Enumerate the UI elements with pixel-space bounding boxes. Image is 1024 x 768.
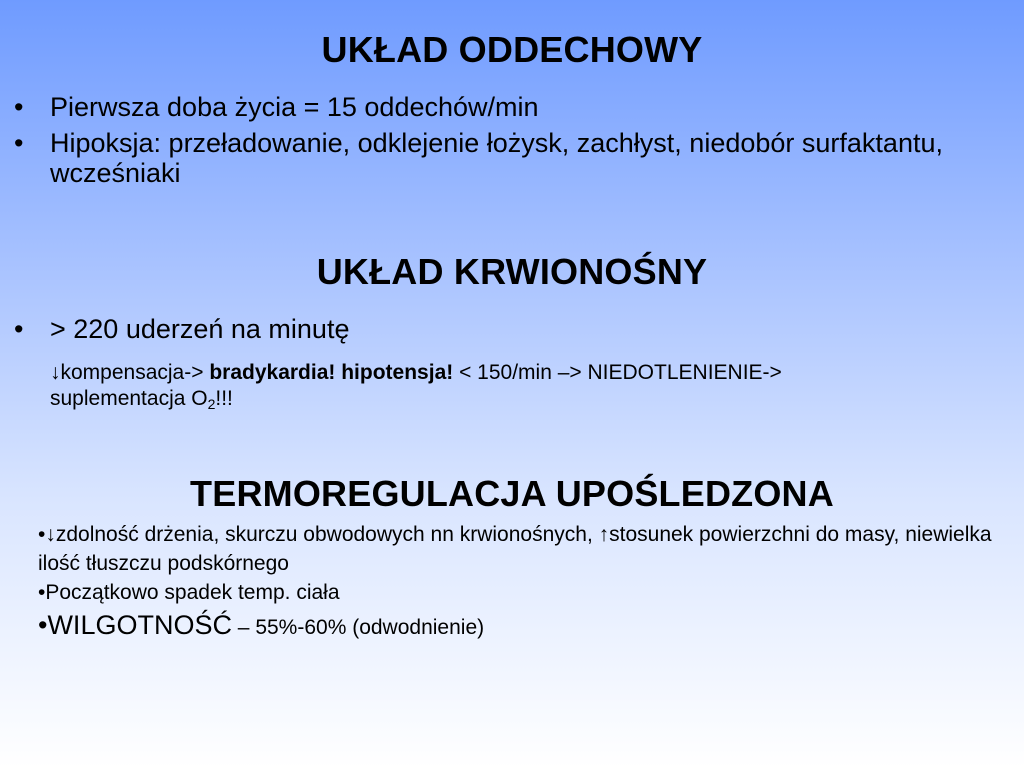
list-item-text: > 220 uderzeń na minutę bbox=[50, 314, 350, 344]
compensation-prefix: ↓kompensacja-> bbox=[50, 361, 210, 384]
list-termoregulacja bbox=[38, 520, 1008, 642]
suplementacja-text: suplementacja O bbox=[50, 387, 208, 410]
heading-termoregulacja: TERMOREGULACJA UPOŚLEDZONA bbox=[190, 473, 834, 514]
heading-uklad-krwionosny: UKŁAD KRWIONOŚNY bbox=[316, 251, 708, 292]
compensation-mid: < 150/min –> NIEDOTLENIENIE-> bbox=[453, 361, 782, 384]
oxygen-subscript: 2 bbox=[207, 396, 216, 412]
bullet-dot: • bbox=[14, 128, 24, 158]
wilgotnosc-value: – 55%-60% (odwodnienie) bbox=[231, 616, 485, 639]
list-item bbox=[14, 128, 1004, 188]
list-oddechowy bbox=[14, 92, 1004, 194]
bradykardia-label: bradykardia! bbox=[209, 361, 336, 384]
compensation-note bbox=[50, 360, 990, 412]
list-item bbox=[14, 92, 1004, 122]
heading-uklad-oddechowy: UKŁAD ODDECHOWY bbox=[321, 29, 703, 70]
list-item-text: Hipoksja: przeładowanie, odklejenie łożysk, zachłyst, niedobór surfaktantu, wcześniaki bbox=[50, 128, 943, 188]
list-item bbox=[38, 611, 1008, 642]
bullet-dot: • bbox=[14, 92, 24, 122]
wilgotnosc-label: •WILGOTNOŚĆ bbox=[38, 610, 232, 640]
suplementacja-suffix: !!! bbox=[215, 387, 233, 410]
list-item bbox=[14, 314, 1004, 344]
bullet-dot: • bbox=[14, 314, 24, 344]
list-item: •Początkowo spadek temp. ciała bbox=[38, 581, 340, 604]
list-krwionosny bbox=[14, 314, 1004, 350]
list-item-text: Pierwsza doba życia = 15 oddechów/min bbox=[50, 92, 539, 122]
list-item: •↓zdolność drżenia, skurczu obwodowych nn krwionośnych, ↑stosunek powierzchni do masy, niewielka ilość tłuszczu podskórnego bbox=[38, 523, 992, 575]
suplementacja-line bbox=[50, 386, 990, 412]
compensation-line bbox=[50, 360, 990, 386]
hipotensja-label: hipotensja! bbox=[341, 361, 454, 384]
